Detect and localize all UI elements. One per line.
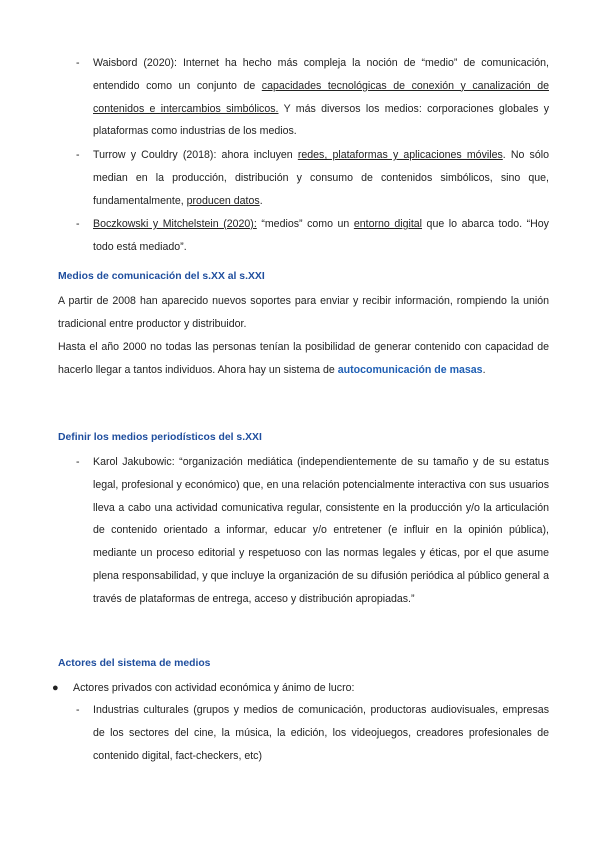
list-dash: - [76,57,80,69]
list-dash: - [76,704,80,716]
text-run: Hasta el año 2000 no todas las personas tenían la posibilidad de generar contenido con capacidad de hacerlo llegar a tantos individuos. Ahora hay un sistema de [58,341,549,376]
text-run: Y más diversos los medios: corporaciones globales y plataformas como industrias de los medios. [93,102,549,138]
list-dash: - [76,218,80,230]
text-run: que lo abarca todo. “Hoy todo está mediado”. [93,218,549,253]
underlined-text: entorno digital [353,218,423,230]
list-item-industrias: Industrias culturales (grupos y medios de comunicación, productoras audiovisuales, empresas de los sectores del cine, la música, la edición, los videojuegos, creadores profesionales de contenido digital, fact-checkers, etc) [93,704,549,762]
underlined-text: redes, plataformas y aplicaciones móviles [297,149,503,161]
underlined-text: Boczkowski y Mitchelstein (2020): [93,218,257,230]
paragraph [58,336,549,382]
list-dash: - [76,456,80,468]
text-run: . No sólo median en la producción, distribución y consumo de contenidos simbólicos, sino que, fundamentalmente, [93,149,549,207]
list-dash: - [76,149,80,161]
list-item-boczkowski [93,213,549,259]
list-item-waisbord [93,52,549,143]
text-run: “medios” como un [256,218,354,230]
text-run: Waisbord (2020): Internet ha hecho más compleja la noción de “medio” de comunicación, entendido como un conjunto de [93,57,549,92]
text-run: . [259,194,263,207]
list-item-actores-privados: Actores privados con actividad económica y ánimo de lucro: [73,682,355,694]
bullet: ● [52,682,59,694]
text-run: . [482,363,486,376]
highlighted-term: autocomunicación de masas [337,363,483,376]
section-heading: Actores del sistema de medios [58,658,211,669]
paragraph: A partir de 2008 han aparecido nuevos soportes para enviar y recibir información, rompiendo la unión tradicional entre productor y distribuidor. [58,295,549,330]
quote-jakubowic: Karol Jakubowic: “organización mediática (independientemente de su tamaño y de su estatus legal, profesional y económico) que, en una relación potencialmente interactiva con sus usuarios lleva a cabo una actividad comunicativa regular, consistente en la producción y/o la articulación de contenido orientado a informar, educar y/o entretener (e influir en la opinión pública), mediante un proceso editorial y respetuoso con las normas legales y éticas, por el que asume plena responsabilidad, y que incluye la organización de su difusión periódica al público general a través de plataformas de entrega, acceso y distribución apropiadas.” [93,456,549,605]
underlined-text: producen datos [186,194,260,207]
list-item-turrow [93,144,549,212]
section-heading: Medios de comunicación del s.XX al s.XXI [58,271,265,282]
underlined-text: capacidades tecnológicas de conexión y canalización de contenidos e intercambios simbólicos. [93,79,550,115]
text-run: Turrow y Couldry (2018): ahora incluyen [93,149,298,161]
section-heading: Definir los medios periodísticos del s.XXI [58,432,262,443]
